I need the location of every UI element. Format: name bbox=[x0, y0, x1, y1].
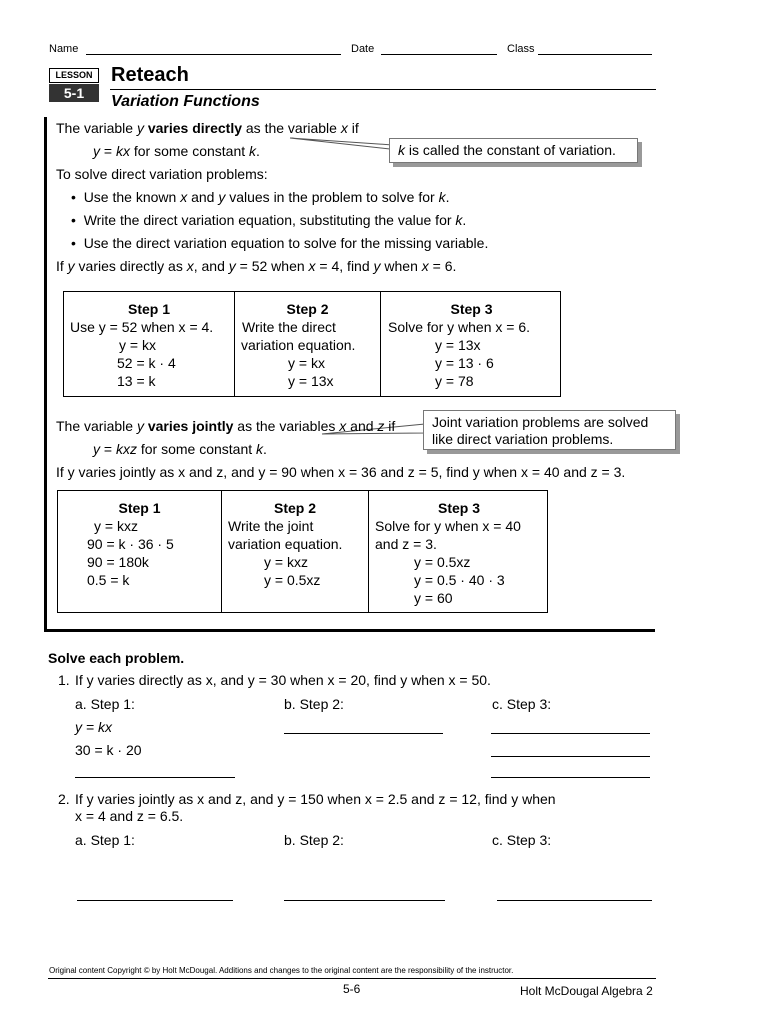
p1-step2-answer-line[interactable] bbox=[284, 733, 443, 734]
problems-heading: Solve each problem. bbox=[48, 650, 185, 666]
p1-step3-answer-line[interactable] bbox=[491, 756, 650, 757]
p1-step3-answer-line[interactable] bbox=[491, 733, 650, 734]
step-line: y = kxz bbox=[264, 554, 308, 570]
step-line: 13 = k bbox=[117, 373, 156, 389]
step-line: Solve for y when x = 40 bbox=[375, 518, 521, 534]
copyright-notice: Original content Copyright © by Holt McDougal. Additions and changes to the original content are the responsibility of the instructor. bbox=[49, 966, 514, 975]
direct-steps-table bbox=[63, 291, 561, 397]
step-line: y = 13x bbox=[288, 373, 334, 389]
p1-step1-work-1: y = kx bbox=[75, 719, 112, 735]
step-line: y = 13x bbox=[435, 337, 481, 353]
bullet-item-1: • Use the known x and y values in the problem to solve for k. bbox=[71, 189, 450, 205]
p1-step1-work-2: 30 = k · 20 bbox=[75, 742, 142, 758]
to-solve-heading: To solve direct variation problems: bbox=[56, 166, 268, 182]
class-label: Class bbox=[507, 43, 535, 55]
step-line: Write the direct bbox=[242, 319, 336, 335]
p1-step1-answer-line[interactable] bbox=[75, 777, 235, 778]
direct-formula: y = kx for some constant k. bbox=[93, 143, 260, 159]
problem-2-number: 2. bbox=[58, 791, 70, 807]
joint-step1-cell bbox=[58, 491, 222, 612]
direct-step2-cell bbox=[235, 292, 381, 396]
step-line: y = kxz bbox=[94, 518, 138, 534]
direct-callout-pointer bbox=[290, 138, 393, 149]
p2-step1-label: a. Step 1: bbox=[75, 832, 135, 848]
step-heading: Step 2 bbox=[273, 500, 316, 516]
direct-step3-cell bbox=[381, 292, 562, 396]
book-title: Holt McDougal Algebra 2 bbox=[520, 984, 653, 998]
direct-step1-cell bbox=[64, 292, 235, 396]
p2-step2-answer-line[interactable] bbox=[284, 900, 445, 901]
step-line: 0.5 = k bbox=[87, 572, 130, 588]
step-line: and z = 3. bbox=[375, 536, 437, 552]
step-line: y = 0.5xz bbox=[264, 572, 321, 588]
step-heading: Step 3 bbox=[450, 301, 493, 317]
bullet-item-3: • Use the direct variation equation to solve for the missing variable. bbox=[71, 235, 489, 251]
step-heading: Step 1 bbox=[127, 301, 170, 317]
step-line: y = 78 bbox=[435, 373, 474, 389]
footer-rule bbox=[48, 978, 656, 979]
step-line: 52 = k · 4 bbox=[117, 355, 176, 371]
step-line: y = 13 · 6 bbox=[435, 355, 494, 371]
p1-step3-label: c. Step 3: bbox=[492, 696, 552, 712]
direct-example: If y varies directly as x, and y = 52 when x = 4, find y when x = 6. bbox=[56, 258, 457, 274]
step-line: y = 60 bbox=[414, 590, 453, 606]
step-line: 90 = k · 36 · 5 bbox=[87, 536, 174, 552]
joint-step3-cell bbox=[369, 491, 549, 612]
problem-1-text: If y varies directly as x, and y = 30 when x = 20, find y when x = 50. bbox=[75, 672, 491, 688]
direct-intro: The variable y varies directly as the variable x if bbox=[56, 120, 359, 136]
p2-step1-answer-line[interactable] bbox=[77, 900, 233, 901]
p1-step1-label: a. Step 1: bbox=[75, 696, 135, 712]
p2-step3-label: c. Step 3: bbox=[492, 832, 552, 848]
step-line: variation equation. bbox=[228, 536, 343, 552]
p2-step3-answer-line[interactable] bbox=[497, 900, 652, 901]
problem-2-text-line-1: If y varies jointly as x and z, and y = 150 when x = 2.5 and z = 12, find y when bbox=[75, 791, 556, 807]
joint-example: If y varies jointly as x and z, and y = 90 when x = 36 and z = 5, find y when x = 40 and z = 3. bbox=[56, 464, 626, 480]
bullet-item-2: • Write the direct variation equation, substituting the value for k. bbox=[71, 212, 467, 228]
step-line: y = 0.5 · 40 · 3 bbox=[414, 572, 505, 588]
name-label: Name bbox=[49, 43, 79, 55]
p1-step2-label: b. Step 2: bbox=[284, 696, 344, 712]
joint-callout: Joint variation problems are solved like direct variation problems. bbox=[423, 410, 676, 450]
step-line: Solve for y when x = 6. bbox=[388, 319, 531, 335]
step-heading: Step 3 bbox=[437, 500, 480, 516]
step-line: y = kx bbox=[119, 337, 156, 353]
problem-2-text-line-2: x = 4 and z = 6.5. bbox=[75, 808, 184, 824]
joint-formula: y = kxz for some constant k. bbox=[93, 441, 267, 457]
step-line: y = 0.5xz bbox=[414, 554, 471, 570]
direct-callout: k is called the constant of variation. bbox=[389, 138, 638, 163]
step-line: y = kx bbox=[288, 355, 325, 371]
joint-step2-cell bbox=[222, 491, 369, 612]
page-number: 5-6 bbox=[343, 982, 361, 996]
step-line: Use y = 52 when x = 4. bbox=[70, 319, 214, 335]
step-line: Write the joint bbox=[228, 518, 314, 534]
p2-step2-label: b. Step 2: bbox=[284, 832, 344, 848]
page-title: Reteach bbox=[111, 64, 189, 86]
step-heading: Step 1 bbox=[118, 500, 161, 516]
step-line: variation equation. bbox=[241, 337, 356, 353]
lesson-badge-number: 5-1 bbox=[49, 84, 99, 102]
step-heading: Step 2 bbox=[286, 301, 329, 317]
date-label: Date bbox=[351, 43, 375, 55]
joint-steps-table bbox=[57, 490, 548, 613]
joint-intro: The variable y varies jointly as the variables x and z if bbox=[56, 418, 396, 434]
step-line: 90 = 180k bbox=[87, 554, 149, 570]
lesson-badge-label: LESSON bbox=[49, 68, 99, 83]
problem-1-number: 1. bbox=[58, 672, 70, 688]
p1-step3-answer-line[interactable] bbox=[491, 777, 650, 778]
page-subtitle: Variation Functions bbox=[111, 93, 260, 110]
